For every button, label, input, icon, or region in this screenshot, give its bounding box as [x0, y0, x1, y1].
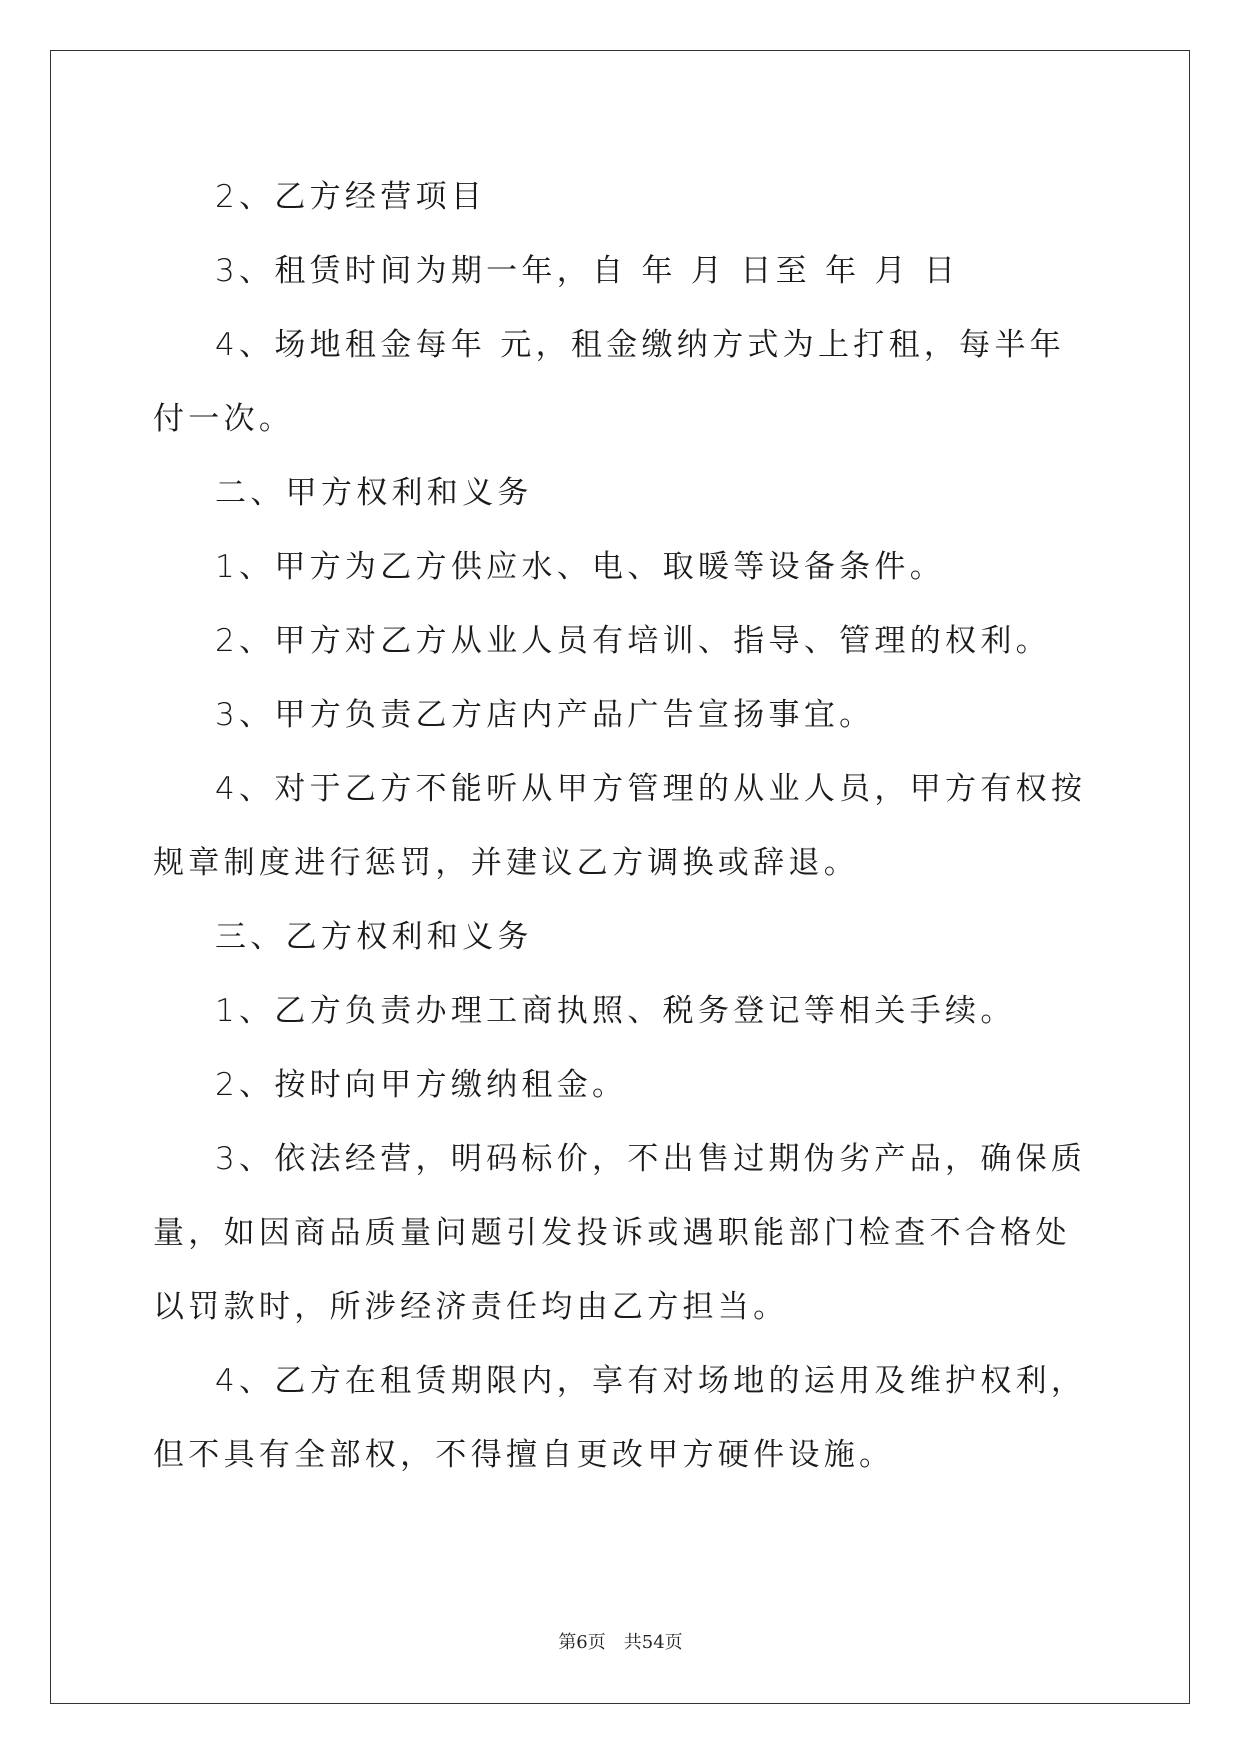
paragraph-rent: 4、场地租金每年 元，租金缴纳方式为上打租，每半年付一次。 [153, 327, 1066, 437]
page-number: 第6页 [558, 1632, 606, 1653]
paragraph-lease-term: 3、租赁时间为期一年，自 年 月 日至 年 月 日 [215, 253, 960, 289]
paragraph-party-a-4: 4、对于乙方不能听从甲方管理的从业人员，甲方有权按规章制度进行惩罚，并建议乙方调换或辞退。 [153, 771, 1087, 881]
page-total: 共54页 [623, 1632, 683, 1653]
paragraph-party-b-3: 3、依法经营，明码标价，不出售过期伪劣产品，确保质量，如因商品质量问题引发投诉或遇职能部门检查不合格处以罚款时，所涉经济责任均由乙方担当。 [153, 1141, 1087, 1325]
section-heading-party-a: 二、甲方权利和义务 [215, 475, 533, 511]
document-body [153, 160, 1093, 1492]
paragraph-party-b-2: 2、按时向甲方缴纳租金。 [215, 1067, 628, 1103]
paragraph-party-a-3: 3、甲方负责乙方店内产品广告宣扬事宜。 [215, 697, 875, 733]
section-heading-party-b: 三、乙方权利和义务 [215, 919, 533, 955]
page-footer [0, 1628, 1241, 1654]
paragraph-party-b-1: 1、乙方负责办理工商执照、税务登记等相关手续。 [215, 993, 1016, 1029]
paragraph-party-a-2: 2、甲方对乙方从业人员有培训、指导、管理的权利。 [215, 623, 1051, 659]
paragraph-party-a-1: 1、甲方为乙方供应水、电、取暖等设备条件。 [215, 549, 946, 585]
paragraph-party-b-4: 4、乙方在租赁期限内，享有对场地的运用及维护权利，但不具有全部权，不得擅自更改甲方硬件设施。 [153, 1363, 1087, 1473]
paragraph-business-items: 2、乙方经营项目 [215, 179, 487, 215]
